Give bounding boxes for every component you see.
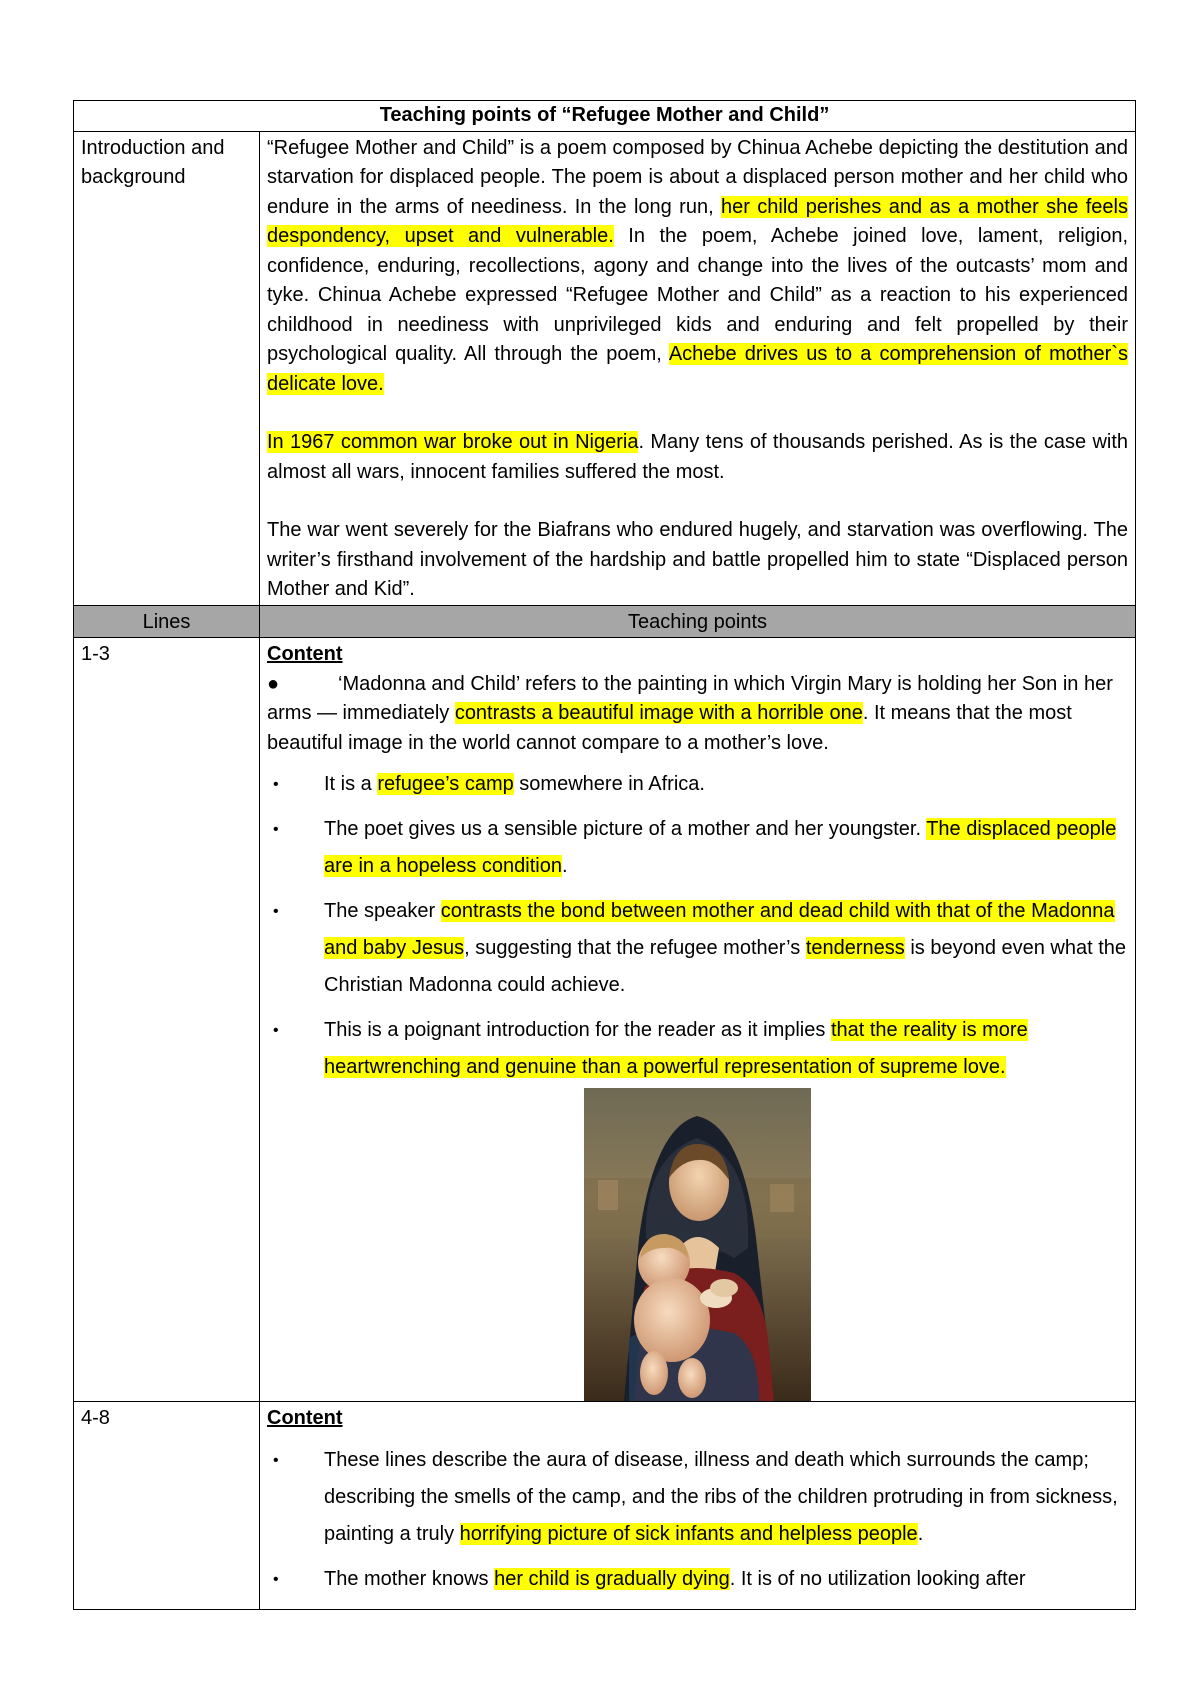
bullet-icon: ●	[267, 672, 280, 695]
highlighted-text: that the reality is more heartwrenching and genuine than a powerful representation of supreme love.	[324, 1019, 1028, 1078]
row-lines-1-3	[74, 638, 1136, 1402]
row2-content-heading: Content	[267, 1407, 343, 1429]
table-title: Teaching points of “Refugee Mother and Child”	[74, 101, 1136, 132]
intro-paragraph-1	[267, 134, 1128, 400]
text-run: .	[917, 1522, 924, 1545]
row1-first-bullet-text	[267, 673, 1113, 754]
text-run: somewhere in Africa.	[513, 773, 705, 795]
highlighted-text: her child is gradually dying	[494, 1567, 730, 1590]
text-run: The speaker	[324, 900, 441, 922]
row1-bullet-list	[267, 766, 1128, 1086]
text-run: This is a poignant introduction for the reader as it implies	[324, 1019, 831, 1041]
highlighted-text: tenderness	[805, 937, 905, 959]
highlighted-text: refugee’s camp	[377, 773, 514, 795]
teaching-points-table	[73, 100, 1136, 1610]
text-run: These lines describe the aura of disease, illness and death which surrounds the camp; describing the smells of the camp, and the ribs of the children protruding in from sickness, painting a truly	[324, 1448, 1118, 1545]
bullet-text	[324, 900, 1126, 996]
highlighted-text: In 1967 common war broke out in Nigeria	[267, 431, 639, 453]
text-run: The mother knows	[324, 1567, 495, 1590]
intro-paragraph-3	[267, 516, 1128, 605]
row1-first-bullet	[267, 670, 1128, 759]
bullet-text	[324, 773, 705, 795]
highlighted-text: Achebe drives us to a comprehension of mother`s delicate love.	[267, 343, 1129, 395]
intro-row	[74, 131, 1136, 605]
row1-lines: 1-3	[74, 638, 260, 1402]
text-run: The war went severely for the Biafrans who endured hugely, and starvation was overflowing. The writer’s firsthand involvement of the hardship and battle propelled him to state “Displaced person Mother and Kid”.	[267, 519, 1129, 600]
text-run: is beyond even what the Christian Madonna could achieve.	[324, 937, 1127, 996]
painting-container	[267, 1086, 1128, 1401]
column-header-row	[74, 605, 1136, 638]
bullet-item	[267, 1012, 1128, 1086]
bullet-text	[324, 1449, 1118, 1545]
bullet-icon: •	[273, 1451, 279, 1469]
text-run: “Refugee Mother and Child” is a poem composed by Chinua Achebe depicting the destitution and starvation for displaced people. The poem is about a displaced person mother and her child who endure in the arms of neediness. In the long run,	[267, 136, 1129, 218]
highlighted-text: contrasts a beautiful image with a horrible one	[454, 702, 863, 724]
text-run: . It means that the most beautiful image in the world cannot compare to a mother’s love.	[267, 702, 1072, 754]
text-run: The poet gives us a sensible picture of a mother and her youngster.	[324, 818, 927, 840]
document-page	[73, 100, 1135, 1610]
row1-content	[260, 638, 1136, 1402]
bullet-text	[324, 818, 1116, 877]
bullet-icon: •	[273, 776, 279, 793]
row2-lines: 4-8	[74, 1402, 260, 1610]
bullet-item	[267, 1561, 1128, 1598]
header-teaching-points: Teaching points	[260, 605, 1136, 638]
text-run: . Many tens of thousands perished. As is the case with almost all wars, innocent families suffered the most.	[267, 431, 1129, 483]
highlighted-text: her child perishes and as a mother she feels despondency, upset and vulnerable.	[267, 195, 1128, 247]
bullet-icon: •	[273, 821, 279, 838]
bullet-text	[324, 1019, 1028, 1078]
row2-content	[260, 1402, 1136, 1610]
row-lines-4-8	[74, 1402, 1136, 1610]
title-row	[74, 101, 1136, 132]
text-run: . It is of no utilization looking after	[729, 1567, 1026, 1590]
row1-content-heading: Content	[267, 643, 343, 665]
text-run: It is a	[324, 773, 378, 795]
highlighted-text: The displaced people are in a hopeless condition	[324, 818, 1117, 877]
text-run: .	[561, 855, 568, 877]
bullet-icon: •	[273, 1570, 279, 1588]
highlighted-text: horrifying picture of sick infants and helpless people	[459, 1522, 918, 1545]
madonna-and-child-painting	[584, 1088, 811, 1401]
text-run: ‘Madonna and Child’ refers to the painting in which Virgin Mary is holding her Son in her arms — immediately	[267, 672, 1113, 724]
highlighted-text: contrasts the bond between mother and dead child with that of the Madonna and baby Jesus	[324, 900, 1115, 959]
bullet-text	[324, 1568, 1025, 1590]
intro-content	[260, 131, 1136, 605]
bullet-item	[267, 893, 1128, 1004]
text-run: In the poem, Achebe joined love, lament, religion, confidence, enduring, recollections, agony and change into the lives of the outcasts’ mom and tyke. Chinua Achebe expressed “Refugee Mother and Child” as a reaction to his experienced childhood in neediness with unprivileged kids and enduring and felt propelled by their psychological quality. All through the poem,	[267, 225, 1129, 365]
bullet-item	[267, 1442, 1128, 1553]
intro-paragraph-2	[267, 428, 1128, 487]
bullet-item	[267, 766, 1128, 803]
intro-label: Introduction and background	[74, 131, 260, 605]
bullet-icon: •	[273, 1022, 279, 1039]
header-lines: Lines	[74, 605, 260, 638]
row2-bullet-list	[267, 1442, 1128, 1598]
bullet-icon: •	[273, 903, 279, 920]
bullet-item	[267, 811, 1128, 885]
text-run: , suggesting that the refugee mother’s	[464, 937, 806, 959]
